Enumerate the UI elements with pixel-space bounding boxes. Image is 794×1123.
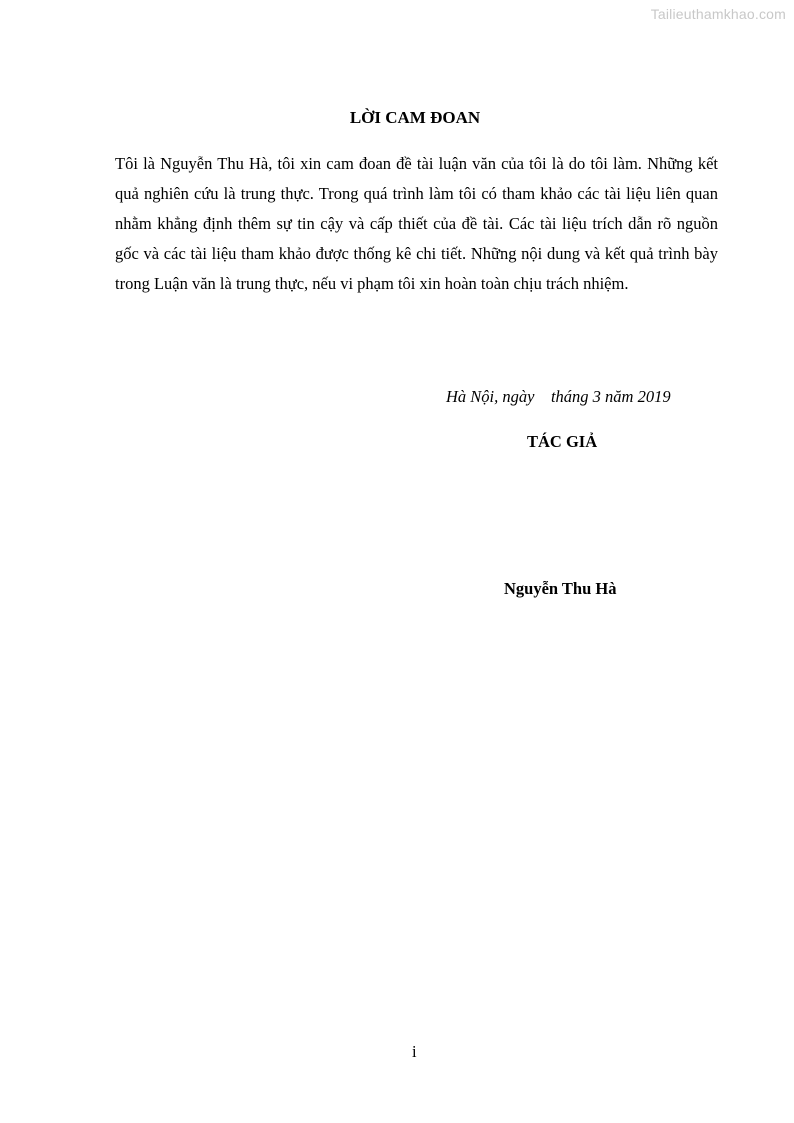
date-line: Hà Nội, ngày tháng 3 năm 2019 (446, 387, 671, 406)
watermark-text: Tailieuthamkhao.com (650, 6, 786, 22)
author-label: TÁC GIẢ (527, 432, 598, 451)
page-title: LỜI CAM ĐOAN (349, 108, 481, 127)
author-name: Nguyễn Thu Hà (504, 579, 617, 598)
page-number: i (412, 1042, 417, 1061)
declaration-paragraph: Tôi là Nguyễn Thu Hà, tôi xin cam đoan đề tài luận văn của tôi là do tôi làm. Những kết quả nghiên cứu là trung thực. Trong quá trình làm tôi có tham khảo các tài liệu liên quan nhằm khẳng định thêm sự tin cậy và cấp thiết của đề tài. Các tài liệu trích dẫn rõ nguồn gốc và các tài liệu tham khảo được thống kê chi tiết. Những nội dung và kết quả trình bày trong Luận văn là trung thực, nếu vi phạm tôi xin hoàn toàn chịu trách nhiệm. (115, 154, 718, 293)
